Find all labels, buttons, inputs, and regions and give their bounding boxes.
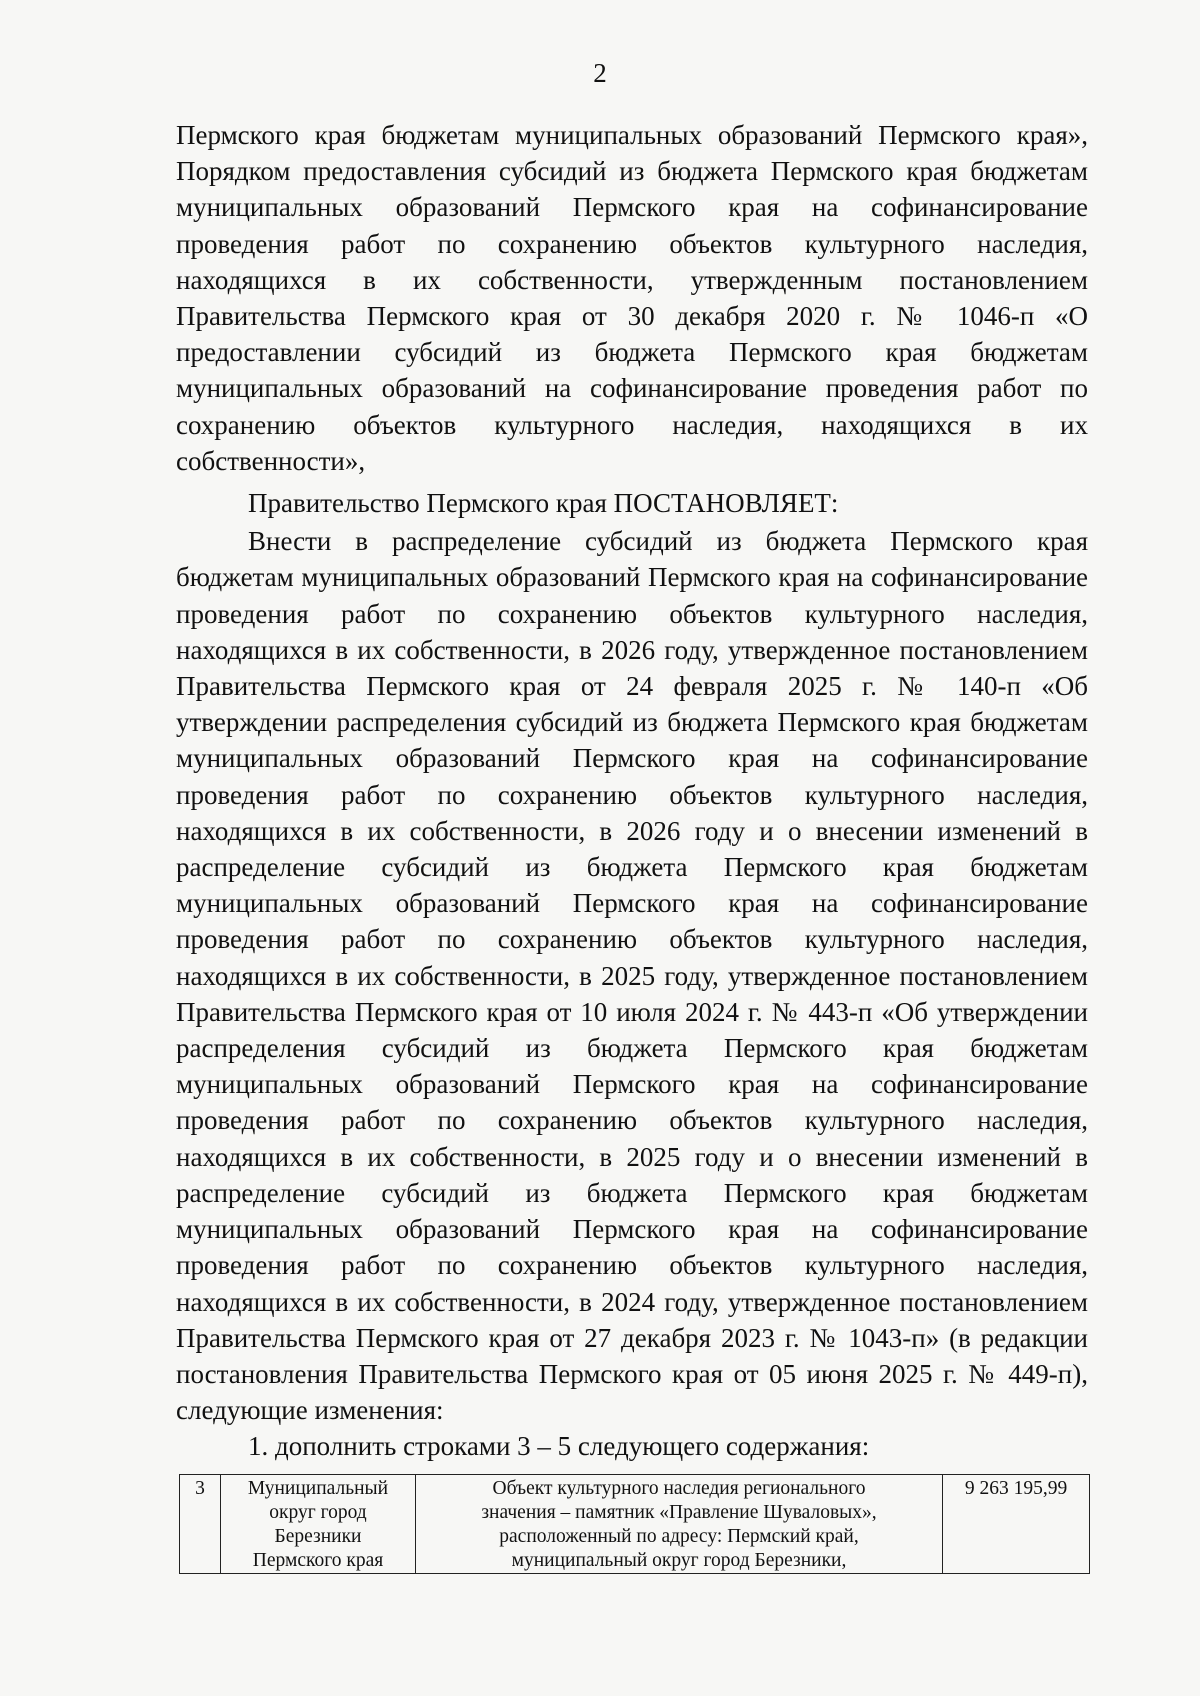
table-row [180,1475,1090,1574]
municipality-line: Пермского края [252,1550,384,1571]
municipality-line: Муниципальный [247,1478,389,1499]
municipality-cell [221,1475,416,1574]
subsidy-amount-cell: 9 263 195,99 [943,1475,1090,1574]
municipality-line: округ город [269,1502,367,1523]
object-line: муниципальный округ город Березники, [511,1550,847,1571]
municipality-line: Березники [274,1526,362,1547]
amendment-table [179,1474,1090,1574]
object-line: расположенный по адресу: Пермский край, [499,1526,859,1547]
page-number: 2 [593,58,607,88]
intro-paragraph: Пермского края бюджетам муниципальных образований Пермского края», Порядком предоставления субсидий из бюджета Пермского края бюджетам муниципальных образований Пермского края на софинансирование проведения работ по сохранению объектов культурного наследия, находящихся в их собственности, утвержденным постановлением Правительства Пермского края от 30 декабря 2020 г. № 1046-п «О предоставлении субсидий из бюджета Пермского края бюджетам муниципальных образований на софинансирование проведения работ по сохранению объектов культурного наследия, находящихся в их собственности», [176,120,1088,476]
item-1-text: 1. дополнить строками 3 – 5 следующего содержания: [248,1431,870,1462]
object-line: Объект культурного наследия регионального [492,1478,866,1499]
row-number-cell: 3 [180,1475,221,1574]
main-paragraph: Внести в распределение субсидий из бюджета Пермского края бюджетам муниципальных образований Пермского края на софинансирование проведения работ по сохранению объектов культурного наследия, находящихся в их собственности, в 2026 году, утвержденное постановлением Правительства Пермского края от 24 февраля 2025 г. № 140-п «Об утверждении распределения субсидий из бюджета Пермского края бюджетам муниципальных образований Пермского края на софинансирование проведения работ по сохранению объектов культурного наследия, находящихся в их собственности, в 2026 году и о внесении изменений в распределение субсидий из бюджета Пермского края бюджетам муниципальных образований Пермского края на софинансирование проведения работ по сохранению объектов культурного наследия, находящихся в их собственности, в 2025 году, утвержденное постановлением Правительства Пермского края от 10 июля 2024 г. № 443-п «Об утверждении распределения субсидий из бюджета Пермского края бюджетам муниципальных образований Пермского края на софинансирование проведения работ по сохранению объектов культурного наследия, находящихся в их собственности, в 2025 году и о внесении изменений в распределение субсидий из бюджета Пермского края бюджетам муниципальных образований Пермского края на софинансирование проведения работ по сохранению объектов культурного наследия, находящихся в их собственности, в 2024 году, утвержденное постановлением Правительства Пермского края от 27 декабря 2023 г. № 1043-п» (в редакции постановления Правительства Пермского края от 05 июня 2025 г. № 449-п), следующие изменения: [176,526,1088,1426]
resolution-heading: Правительство Пермского края ПОСТАНОВЛЯЕТ: [248,488,839,519]
object-line: значения – памятник «Правление Шуваловых», [481,1502,877,1523]
object-description-cell [416,1475,943,1574]
document-body [176,117,1088,1465]
